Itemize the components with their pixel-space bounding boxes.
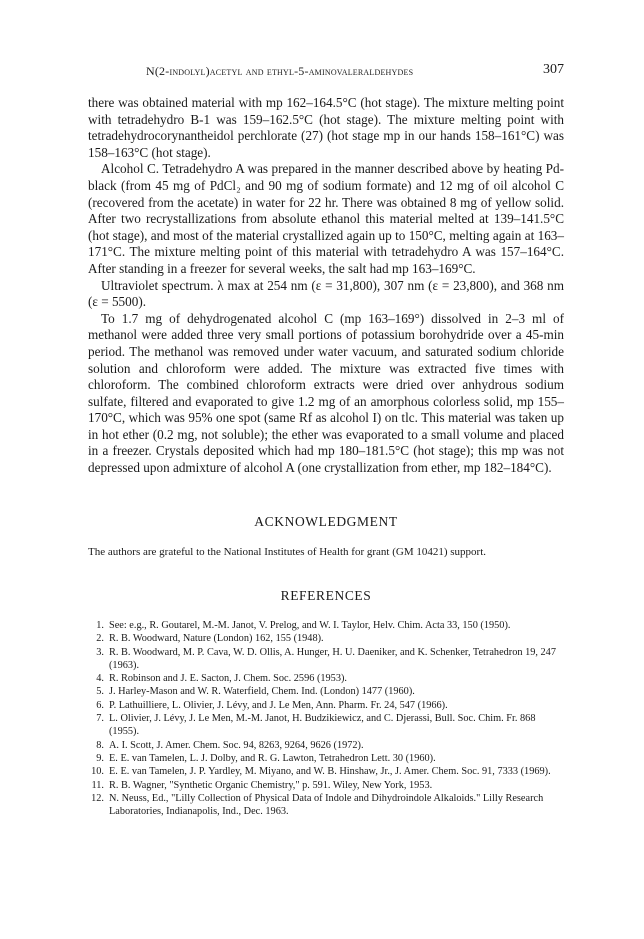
reference-item	[88, 765, 564, 778]
reference-number: 10.	[91, 766, 104, 778]
reference-number: 8.	[96, 739, 104, 751]
reference-text: E. E. van Tamelen, L. J. Dolby, and R. G. Lawton, Tetrahedron Lett. 30 (1960).	[109, 752, 436, 764]
reference-item	[88, 699, 564, 712]
reference-number: 6.	[96, 699, 104, 711]
reference-item	[88, 712, 564, 739]
running-head	[88, 64, 564, 84]
reference-text: E. E. van Tamelen, J. P. Yardley, M. Miyano, and W. B. Hinshaw, Jr., J. Amer. Chem. Soc. 91, 7333 (1969).	[109, 766, 551, 778]
reference-text: N. Neuss, Ed., "Lilly Collection of Physical Data of Indole and Dihydroindole Alkaloids." Lilly Research Laboratories, Indianapolis, Ind., Dec. 1963.	[109, 792, 544, 818]
reference-item	[88, 632, 564, 645]
paragraph-alcohol-c: Alcohol C. Tetradehydro A was prepared in the manner described above by heating Pd-black (from 45 mg of PdCl₂ and 90 mg of sodium formate) and 12 mg of oil alcohol C (recovered from the acetate) in water for 22 hr. There was obtained 8 mg of yellow solid. After two recrystallizations from absolute ethanol this material melted at 139–141.5°C (hot stage), and most of the material crystallized again up to 150°C, melting again at 163–171°C. The mixture melting point of this material with tetradehydro A was 157–164°C. After standing in a freezer for several weeks, the salt had mp 163–169°C.	[88, 161, 564, 276]
reference-list	[88, 619, 564, 818]
reference-number: 12.	[91, 792, 104, 804]
reference-item	[88, 779, 564, 792]
reference-item	[88, 752, 564, 765]
paragraph-uv-spectrum: Ultraviolet spectrum. λ max at 254 nm (ε = 31,800), 307 nm (ε = 23,800), and 368 nm (ε = 5500).	[88, 277, 564, 310]
reference-number: 2.	[96, 633, 104, 645]
running-title: N(2-indolyl)acetyl and ethyl-5-aminovaleraldehydes	[146, 64, 414, 78]
reference-number: 7.	[96, 713, 104, 725]
reference-number: 11.	[91, 779, 104, 791]
reference-item	[88, 685, 564, 698]
page-number: 307	[543, 62, 564, 77]
reference-item	[88, 739, 564, 752]
paragraph-1: there was obtained material with mp 162–164.5°C (hot stage). The mixture melting point with tetradehydro B-1 was 159–162.5°C (hot stage). The mixture melting point with tetradehydrocorynantheidol perchlorate (27) (hot stage mp in our hands 158–161°C) was 158–163°C (hot stage).	[88, 95, 564, 160]
body-text	[88, 95, 564, 477]
acknowledgment-heading: ACKNOWLEDGMENT	[254, 514, 398, 529]
reference-item	[88, 792, 564, 819]
reference-number: 5.	[96, 686, 104, 698]
reference-number: 9.	[96, 752, 104, 764]
reference-number: 4.	[96, 673, 104, 685]
reference-item	[88, 619, 564, 632]
reference-text: A. I. Scott, J. Amer. Chem. Soc. 94, 8263, 9264, 9626 (1972).	[109, 739, 364, 751]
reference-text: R. B. Wagner, "Synthetic Organic Chemistry," p. 591. Wiley, New York, 1953.	[109, 779, 433, 791]
reference-text: R. B. Woodward, M. P. Cava, W. D. Ollis, A. Hunger, H. U. Daeniker, and K. Schenker, Tetrahedron 19, 247 (1963).	[109, 646, 556, 671]
paragraph-reduction: To 1.7 mg of dehydrogenated alcohol C (mp 163–169°) dissolved in 2–3 ml of methanol were added three very small portions of potassium borohydride over a 45-min period. The methanol was removed under water vacuum, and saturated sodium chloride solution and chloroform were added. The mixture was extracted five times with chloroform. The combined chloroform extracts were dried over anhydrous sodium sulfate, filtered and evaporated to give 1.2 mg of an amorphous colorless solid, mp 155–170°C, which was 95% one spot (same Rf as alcohol I) on tlc. This material was taken up in hot ether (0.2 mg, not soluble); the ether was evaporated to a small volume and placed in a freezer. Crystals deposited which had mp 180–181.5°C (hot stage); this mp was not depressed upon admixture of alcohol A (one crystallization from ether, mp 182–184°C).	[88, 310, 564, 476]
references-heading: REFERENCES	[280, 588, 372, 603]
reference-item	[88, 672, 564, 685]
reference-text: J. Harley-Mason and W. R. Waterfield, Chem. Ind. (London) 1477 (1960).	[109, 686, 415, 698]
reference-item	[88, 646, 564, 673]
reference-text: R. B. Woodward, Nature (London) 162, 155 (1948).	[109, 633, 324, 645]
reference-text: See: e.g., R. Goutarel, M.-M. Janot, V. Prelog, and W. I. Taylor, Helv. Chim. Acta 33, 150 (1950).	[109, 620, 511, 631]
reference-text: R. Robinson and J. E. Sacton, J. Chem. Soc. 2596 (1953).	[109, 673, 347, 685]
reference-text: P. Lathuilliere, L. Olivier, J. Lévy, and J. Le Men, Ann. Pharm. Fr. 24, 547 (1966).	[109, 699, 448, 711]
reference-number: 3.	[96, 646, 104, 658]
reference-text: L. Olivier, J. Lévy, J. Le Men, M.-M. Janot, H. Budzikiewicz, and C. Djerassi, Bull. Soc. Chim. Fr. 868 (1955).	[109, 713, 536, 738]
reference-number: 1.	[96, 620, 104, 631]
acknowledgment-text: The authors are grateful to the National Institutes of Health for grant (GM 10421) support.	[88, 546, 487, 558]
